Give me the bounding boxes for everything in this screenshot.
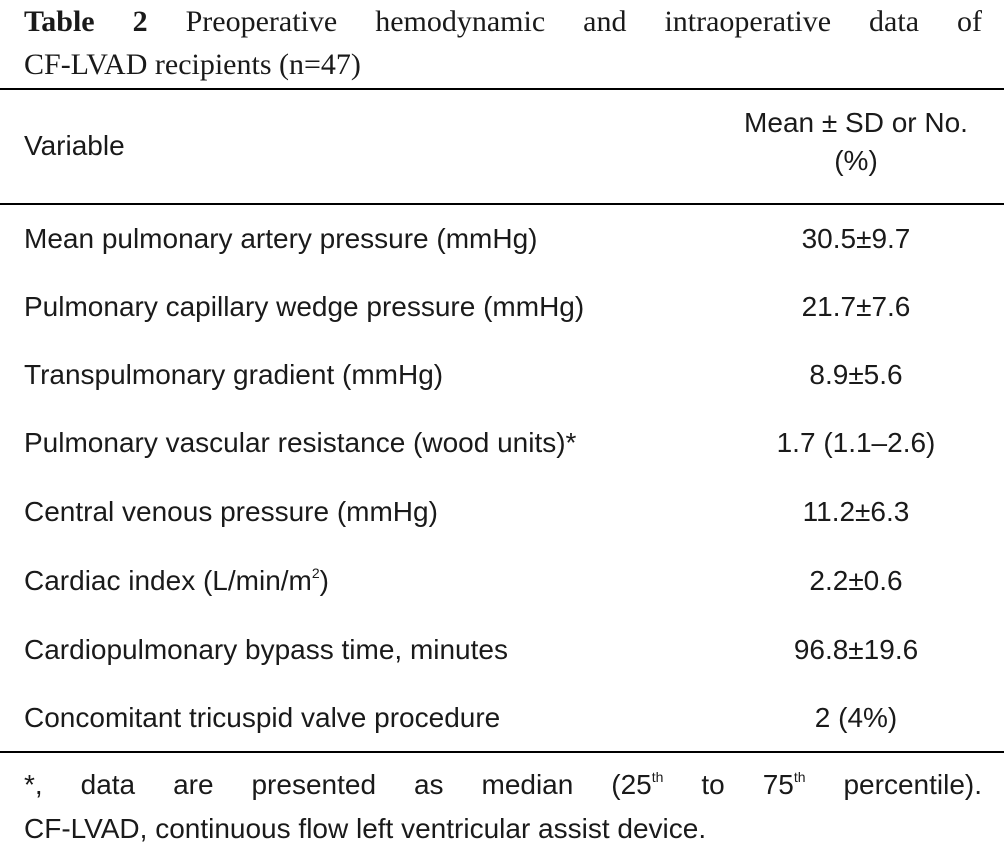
caption-text-1: Preoperative hemodynamic and intraoperative data of bbox=[147, 5, 982, 38]
table-row bbox=[0, 684, 1004, 752]
header-value-line-1: Mean ± SD or No. bbox=[744, 107, 968, 138]
header-value bbox=[700, 104, 1004, 180]
row-variable: Transpulmonary gradient (mmHg) bbox=[24, 359, 444, 390]
row-value: 8.9±5.6 bbox=[809, 359, 903, 390]
row-value: 11.2±6.3 bbox=[802, 496, 910, 527]
row-variable-superscript: 2 bbox=[311, 565, 320, 581]
table-top-rule bbox=[0, 88, 1004, 90]
row-variable bbox=[24, 547, 329, 615]
header-value-line-2: (%) bbox=[834, 145, 878, 176]
row-value: 96.8±19.6 bbox=[793, 634, 919, 665]
row-variable: Pulmonary vascular resistance (wood units)* bbox=[24, 427, 577, 458]
caption-label: Table 2 bbox=[24, 5, 148, 38]
footnote-sup-b: th bbox=[793, 769, 806, 785]
row-value: 1.7 (1.1–2.6) bbox=[776, 427, 936, 458]
row-variable: Pulmonary capillary wedge pressure (mmHg) bbox=[24, 291, 585, 322]
header-variable: Variable bbox=[24, 130, 125, 161]
footnote-line-2: CF-LVAD, continuous flow left ventricular assist device. bbox=[24, 813, 707, 844]
table-bottom-rule bbox=[0, 751, 1004, 753]
row-variable-text: Cardiac index (L/min/m bbox=[24, 565, 312, 596]
caption-line-1 bbox=[24, 0, 982, 43]
footnote-text-b: to 75 bbox=[663, 769, 794, 800]
footnote-line-1 bbox=[24, 763, 982, 807]
row-variable: Concomitant tricuspid valve procedure bbox=[24, 702, 501, 733]
row-value: 2 (4%) bbox=[814, 702, 898, 733]
footnote-text-c: percentile). bbox=[805, 769, 982, 800]
table-row bbox=[0, 547, 1004, 615]
row-value: 21.7±7.6 bbox=[801, 291, 911, 322]
footnote-text-a: *, data are presented as median (25 bbox=[24, 769, 652, 800]
table-row bbox=[0, 341, 1004, 409]
table-row bbox=[0, 273, 1004, 341]
row-variable: Cardiopulmonary bypass time, minutes bbox=[24, 634, 508, 665]
footnote-sup-a: th bbox=[651, 769, 664, 785]
caption-line-2: CF-LVAD recipients (n=47) bbox=[24, 48, 361, 81]
row-value: 2.2±0.6 bbox=[809, 565, 903, 596]
table-row bbox=[0, 205, 1004, 273]
table-row bbox=[0, 409, 1004, 477]
row-variable: Mean pulmonary artery pressure (mmHg) bbox=[24, 223, 538, 254]
table-caption bbox=[24, 0, 982, 86]
row-variable: Central venous pressure (mmHg) bbox=[24, 496, 438, 527]
table-footnote bbox=[24, 763, 982, 851]
row-variable-close: ) bbox=[319, 565, 329, 596]
table-row bbox=[0, 616, 1004, 684]
table-row bbox=[0, 478, 1004, 546]
row-value: 30.5±9.7 bbox=[801, 223, 911, 254]
